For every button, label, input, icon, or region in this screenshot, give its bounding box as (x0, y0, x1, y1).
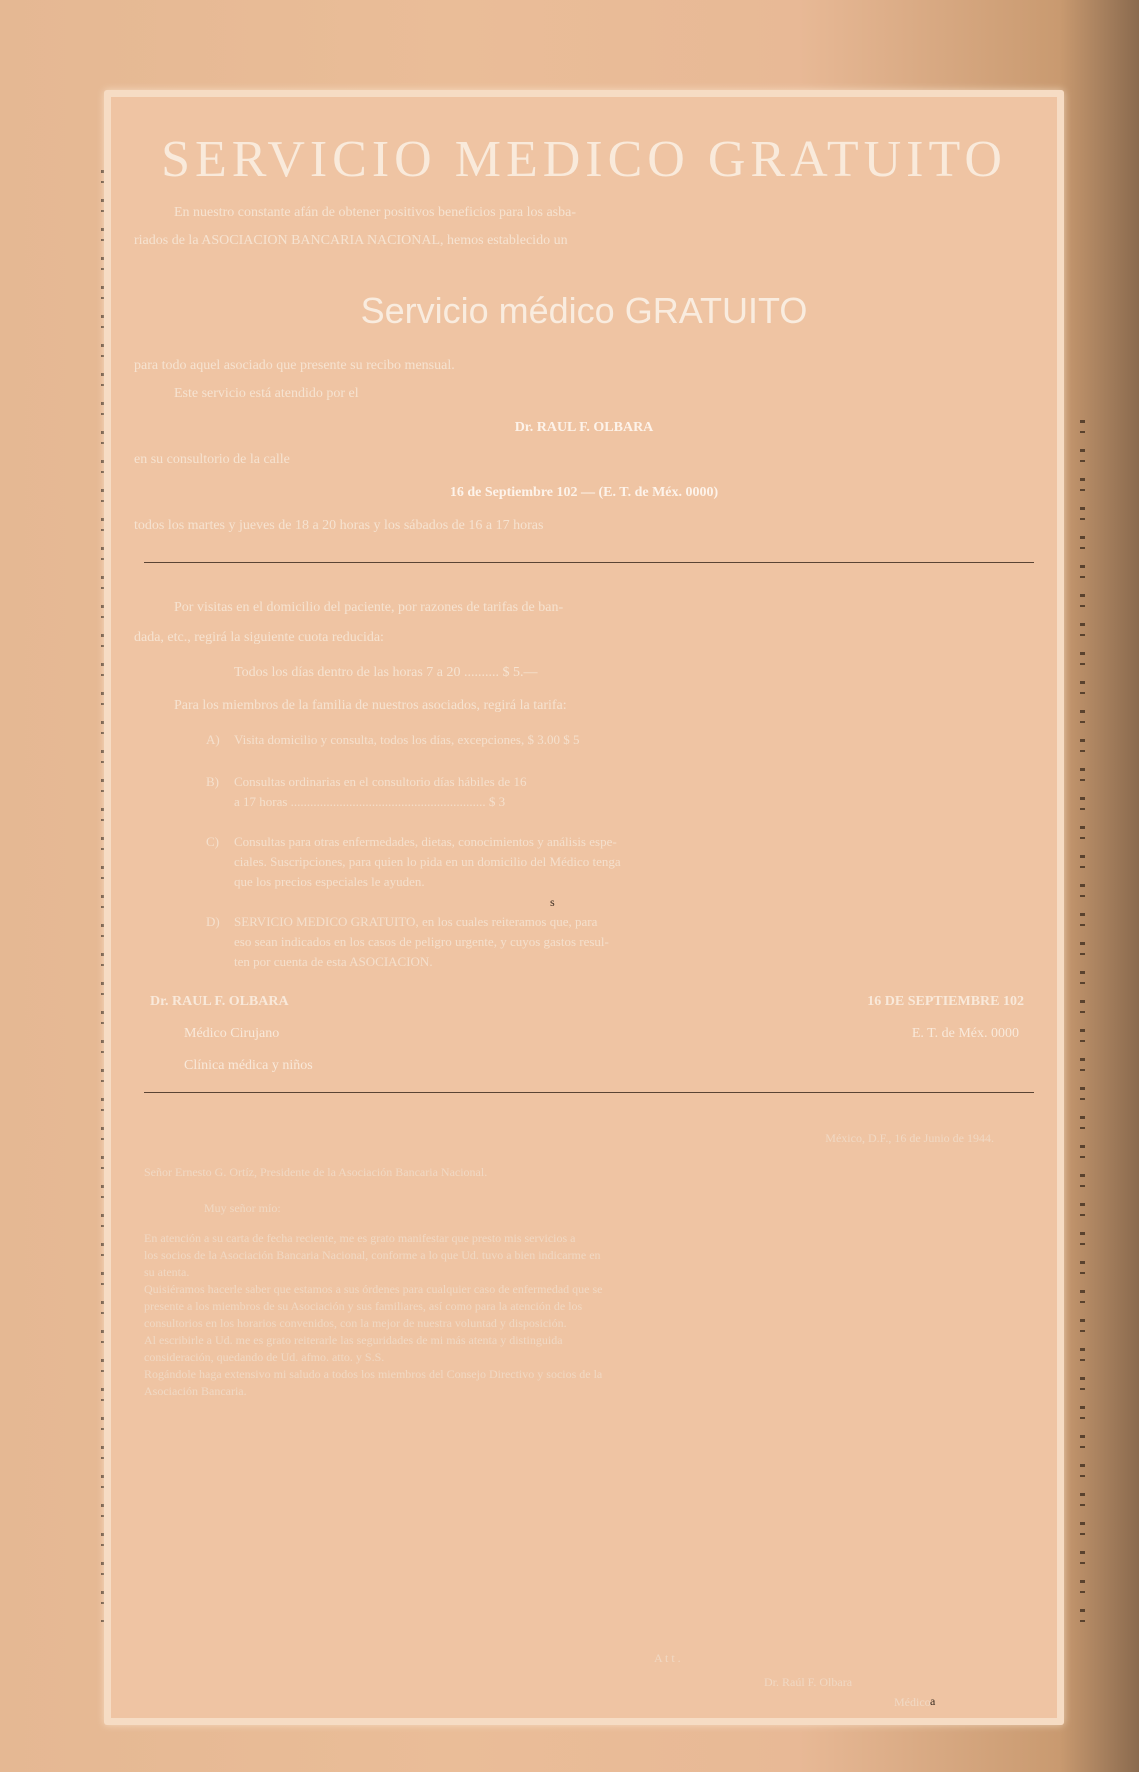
list-item-c: C) Consultas para otras enfermedades, dietas, conocimientos y análisis espe- ciales. Suscripciones, para quien lo pida en un domicilio del Médico tenga que los precios especiales le ayuden. (206, 834, 621, 889)
letter-signer: Dr. Raúl F. Olbara (764, 1675, 853, 1689)
signature-clinic-note: Clínica médica y niños (184, 1058, 313, 1073)
intro-line-4: Este servicio está atendido por el (174, 386, 359, 401)
letter-salutation: Muy señor mío: (204, 1201, 281, 1215)
stray-mark: s (550, 895, 555, 909)
page-title: SERVICIO MEDICO GRATUITO (161, 131, 1007, 188)
divider-2 (144, 1092, 1034, 1093)
family-rate-line: Para los miembros de la familia de nuestros asociados, regirá la tarifa: (174, 698, 567, 713)
doctor-name: Dr. RAUL F. OLBARA (514, 420, 654, 435)
letter-mark: a (930, 1694, 936, 1708)
signature-doctor-role: Médico Cirujano (184, 1026, 280, 1041)
intro-line-2: riados de la ASOCIACION BANCARIA NACIONAL, hemos establecido un (134, 233, 568, 248)
list-item-d: D) SERVICIO MEDICO GRATUITO, en los cuales reiteramos que, para eso sean indicados en los casos de peligro urgente, y cuyos gastos resul- ten por cuenta de esta ASOCIACION. (206, 914, 609, 969)
letter-recipient: Señor Ernesto G. Ortíz, Presidente de la Asociación Bancaria Nacional. (144, 1165, 488, 1179)
office-hours: todos los martes y jueves de 18 a 20 horas y los sábados de 16 a 17 horas (134, 518, 544, 533)
divider-1 (144, 562, 1034, 563)
signature-address: 16 DE SEPTIEMBRE 102 (867, 994, 1024, 1009)
visits-line-1: Por visitas en el domicilio del paciente, por razones de tarifas de ban- (174, 600, 564, 615)
right-margin-marks (1080, 420, 1085, 1622)
intro-line-5: en su consultorio de la calle (134, 452, 290, 467)
list-item-a: A) Visita domicilio y consulta, todos los días, excepciones, $ 3.00 $ 5 (206, 732, 580, 747)
intro-line-1: En nuestro constante afán de obtener positivos beneficios para los asba- (174, 205, 576, 220)
notice-panel (104, 90, 1064, 1725)
signature-phone: E. T. de Méx. 0000 (911, 1026, 1019, 1041)
letter-closing: A t t . (654, 1651, 681, 1665)
letter-signer-sub: Médico (894, 1695, 931, 1709)
list-item-b: B) Consultas ordinarias en el consultorio días hábiles de 16 a 17 horas ............................................................ $ 3 (206, 774, 527, 809)
clinic-address: 16 de Septiembre 102 — (E. T. de Méx. 0000) (449, 485, 719, 500)
letter-dateline: México, D.F., 16 de Junio de 1944. (825, 1131, 994, 1145)
signature-doctor-name: Dr. RAUL F. OLBARA (150, 994, 289, 1009)
fee-line: Todos los días dentro de las horas 7 a 20 .......... $ 5.— (234, 665, 538, 680)
letter-body: En atención a su carta de fecha reciente, me es grato manifestar que presto mis servicios a los socios de la Asociación Bancaria Nacional, conforme a lo que Ud. tuvo a bien indicarme en su atenta. Quisiéramos hacerle saber que estamos a sus órdenes para cualquier caso de enfermedad que se presente a los miembros de su Asociación y sus familiares, así como para la atención de los consultorios en los horarios convenidos, con la mejor de nuestra voluntad y disposición. Al escribirle a Ud. me es grato reiterarle las seguridades de mi más atenta y distinguida consideración, quedando de Ud. afmo. atto. y S.S. Rogándole haga extensivo mi saludo a todos los miembros del Consejo Directivo y socios de la Asociación Bancaria. (144, 1231, 603, 1398)
visits-line-2: dada, etc., regirá la siguiente cuota reducida: (134, 630, 384, 645)
intro-line-3: para todo aquel asociado que presente su recibo mensual. (134, 358, 455, 373)
service-subtitle: Servicio médico GRATUITO (360, 290, 808, 331)
